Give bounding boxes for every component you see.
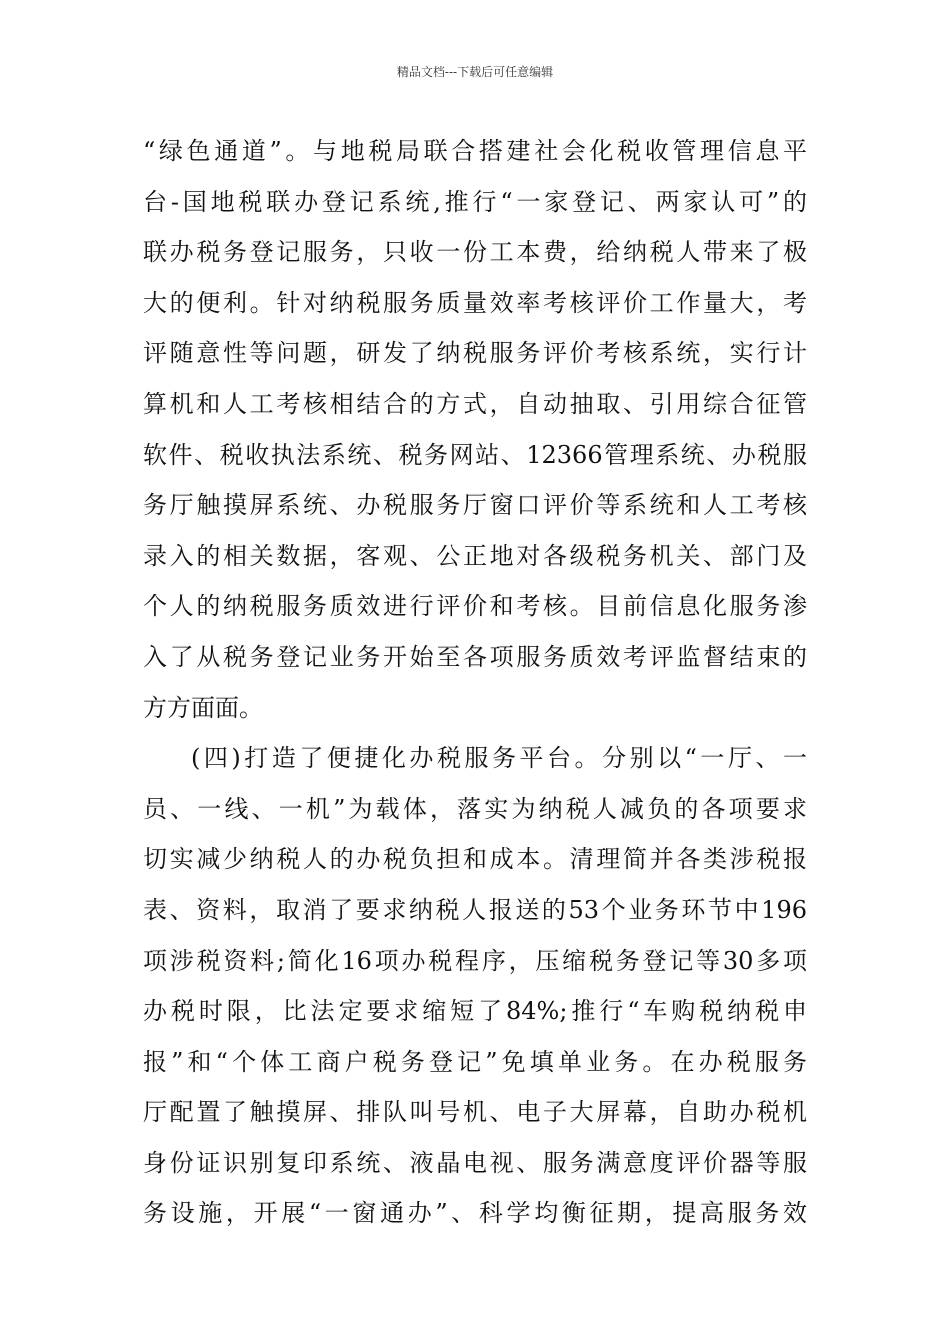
text-line: 切实减少纳税人的办税负担和成本。清理简并各类涉税报 [143,845,807,874]
document-body [143,126,807,1239]
text-line: 入了从税务登记业务开始至各项服务质效考评监督结束的 [143,642,807,671]
text-line: 个人的纳税服务质效进行评价和考核。目前信息化服务渗 [143,592,807,621]
paragraph-2 [143,733,807,1239]
text-line: “绿色通道”。与地税局联合搭建社会化税收管理信息平 [143,137,807,165]
paragraph-1 [143,126,807,733]
text-line: 员、一线、一机”为载体，落实为纳税人减负的各项要求 [143,794,807,823]
text-line: 办税时限，比法定要求缩短了84%;推行“车购税纳税申 [143,997,807,1026]
text-line: 台-国地税联办登记系统,推行“一家登记、两家认可”的 [143,187,807,216]
page-header: 精品文档---下载后可任意编辑 [396,65,554,79]
text-line: 身份证识别复印系统、液晶电视、服务满意度评价器等服 [143,1148,807,1177]
text-line: 联办税务登记服务，只收一份工本费，给纳税人带来了极 [143,238,807,267]
text-line: 方方面面。 [143,693,263,722]
text-line: 软件、税收执法系统、税务网站、12366管理系统、办税服 [143,440,807,469]
text-line: 项涉税资料;简化16项办税程序，压缩税务登记等30多项 [143,946,807,975]
text-line: 评随意性等问题，研发了纳税服务评价考核系统，实行计 [143,339,807,368]
text-line: 厅配置了触摸屏、排队叫号机、电子大屏幕，自助办税机 [143,1098,807,1127]
text-line: 录入的相关数据，客观、公正地对各级税务机关、部门及 [143,541,807,570]
text-line: 表、资料，取消了要求纳税人报送的53个业务环节中196 [143,895,807,924]
text-line: 算机和人工考核相结合的方式，自动抽取、引用综合征管 [143,389,807,418]
text-line: 务厅触摸屏系统、办税服务厅窗口评价等系统和人工考核 [143,491,807,520]
text-line: 大的便利。针对纳税服务质量效率考核评价工作量大，考 [143,288,807,317]
text-line: 报”和“个体工商户税务登记”免填单业务。在办税服务 [143,1047,807,1076]
text-line: (四)打造了便捷化办税服务平台。分别以“一厅、一 [191,744,807,773]
text-line: 务设施，开展“一窗通办”、科学均衡征期，提高服务效 [143,1199,807,1228]
